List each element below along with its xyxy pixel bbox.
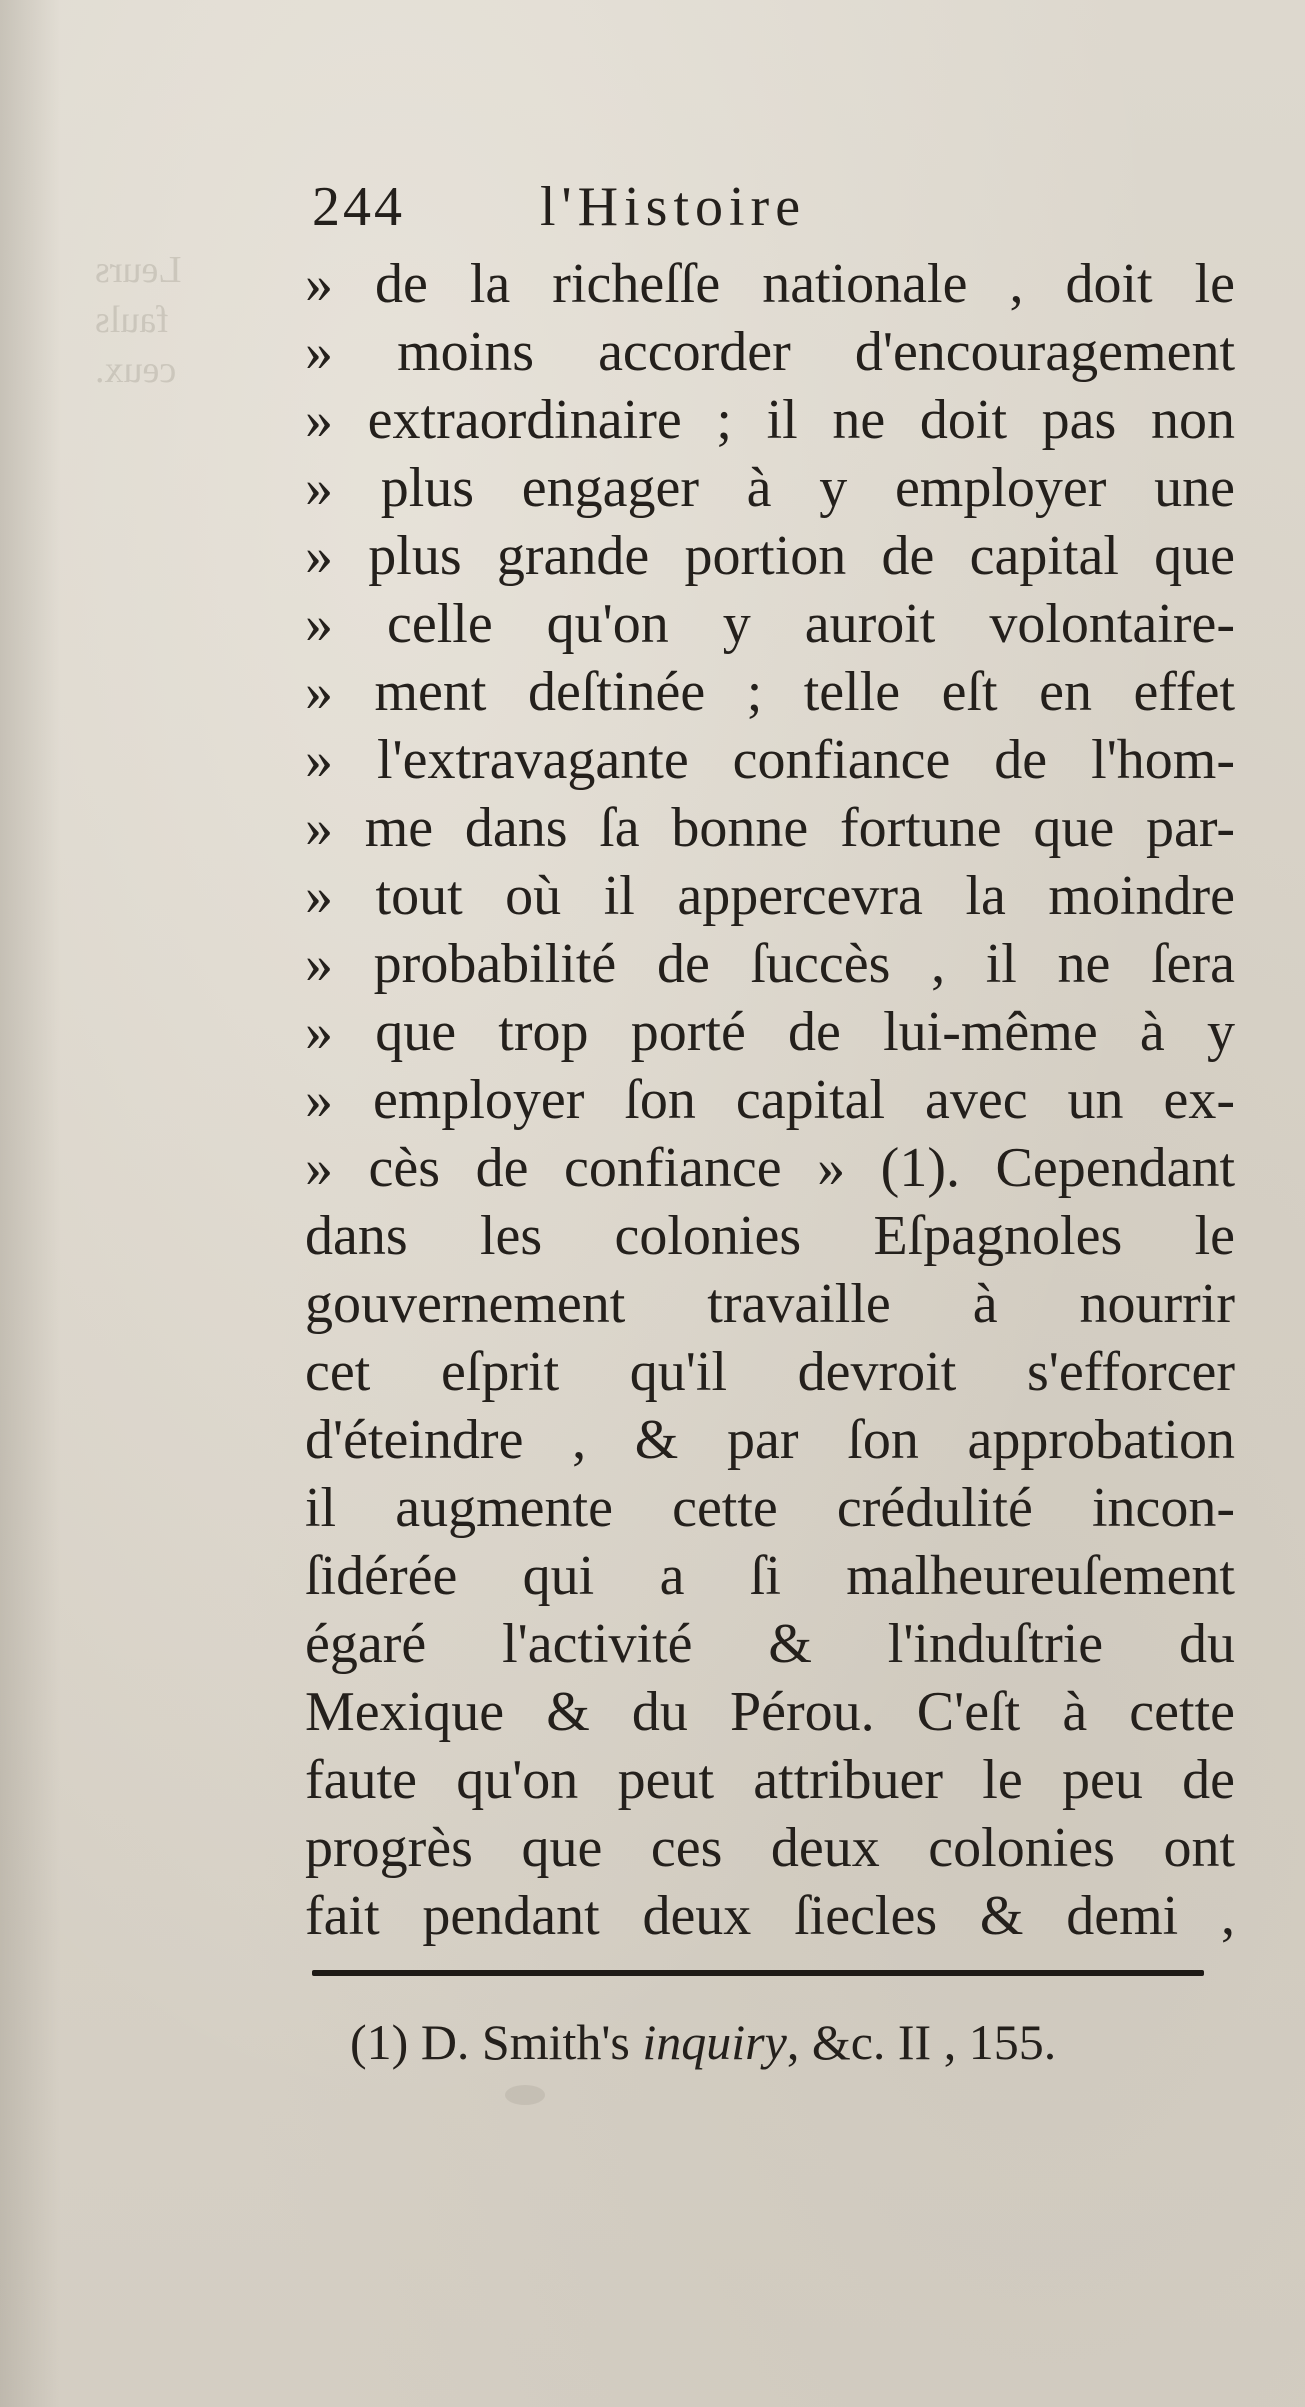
footnote-work: inquiry — [642, 2014, 787, 2070]
footnote-marker: (1) — [350, 2014, 409, 2070]
ink-smudge — [505, 2085, 545, 2105]
text-line: » plus engager à y employer une — [305, 457, 1235, 519]
text-line: progrès que ces deux colonies ont — [305, 1817, 1235, 1879]
text-line: » cès de confiance » (1). Cependant — [305, 1137, 1235, 1199]
bleed-line: fauls — [95, 299, 169, 341]
text-line: » de la richeſſe nationale , doit le — [305, 253, 1235, 315]
footnote — [350, 2012, 1230, 2072]
text-line: d'éteindre , & par ſon approbation — [305, 1409, 1235, 1471]
text-line: » celle qu'on y auroit volontaire- — [305, 593, 1235, 655]
text-line: » employer ſon capital avec un ex- — [305, 1069, 1235, 1131]
body-text — [305, 250, 1235, 1950]
text-line: égaré l'activité & l'induſtrie du — [305, 1613, 1235, 1675]
bleed-line: Leurs — [95, 249, 182, 291]
bleed-line: ceux. — [95, 349, 177, 391]
text-line: » moins accorder d'encouragement — [305, 321, 1235, 383]
footnote-author: D. Smith's — [420, 2014, 630, 2070]
text-line: » l'extravagante confiance de l'hom- — [305, 729, 1235, 791]
page-header — [312, 175, 1232, 245]
text-line: il augmente cette crédulité incon- — [305, 1477, 1235, 1539]
text-line: cet eſprit qu'il devroit s'efforcer — [305, 1341, 1235, 1403]
bleed-through-text — [95, 245, 275, 395]
text-line: dans les colonies Eſpagnoles le — [305, 1205, 1235, 1267]
text-line: » que trop porté de lui-même à y — [305, 1001, 1235, 1063]
text-line: » probabilité de ſuccès , il ne ſera — [305, 933, 1235, 995]
text-line: » ment deſtinée ; telle eſt en effet — [305, 661, 1235, 723]
text-line: » me dans ſa bonne fortune que par- — [305, 797, 1235, 859]
text-line: fait pendant deux ſiecles & demi , — [305, 1885, 1235, 1947]
text-line: ſidérée qui a ſi malheureuſement — [305, 1545, 1235, 1607]
running-title: l'Histoire — [540, 176, 807, 238]
page-number: 244 — [312, 176, 405, 238]
text-line: » plus grande portion de capital que — [305, 525, 1235, 587]
gutter-shadow — [0, 0, 60, 2407]
footnote-rule — [312, 1970, 1204, 1976]
text-line: Mexique & du Pérou. C'eſt à cette — [305, 1681, 1235, 1743]
text-line: faute qu'on peut attribuer le peu de — [305, 1749, 1235, 1811]
footnote-reference: , &c. II , 155. — [786, 2014, 1057, 2070]
text-line: gouvernement travaille à nourrir — [305, 1273, 1235, 1335]
text-line: » tout où il appercevra la moindre — [305, 865, 1235, 927]
text-line: » extraordinaire ; il ne doit pas non — [305, 389, 1235, 451]
